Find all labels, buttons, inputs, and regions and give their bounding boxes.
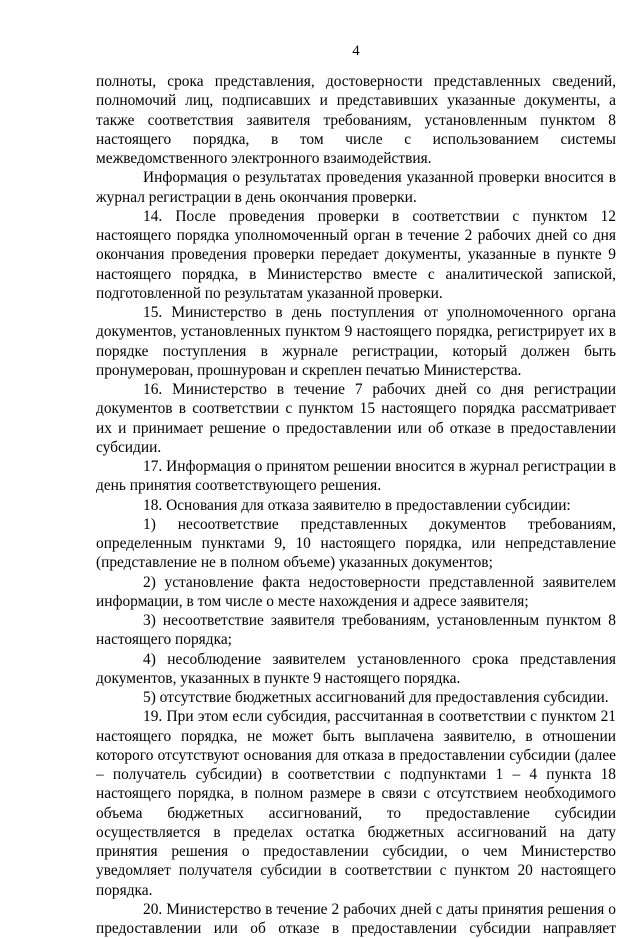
page-number: 4 xyxy=(352,43,360,59)
list-item-3: 3) несоответствие заявителя требованиям, установленным пунктом 8 настоящего порядка; xyxy=(96,612,616,649)
paragraph-15: 15. Министерство в день поступления от уполномоченного органа документов, установленных пунктом 9 настоящего порядка, регистрирует их в порядке поступления в журнале регистрации, который должен быть пронумерован, прошнурован и скреплен печатью Министерства. xyxy=(96,304,616,379)
paragraph-14: 14. После проведения проверки в соответствии с пунктом 12 настоящего порядка уполномоченный орган в течение 2 рабочих дней со дня окончания проведения проверки передает документы, указанные в пункте 9 настоящего порядка, в Министерство вместе с аналитической запиской, подготовленной по результатам указанной проверки. xyxy=(96,207,616,302)
paragraph-continuation: полноты, срока представления, достоверности представленных сведений, полномочий лиц, подписавших и представивших указанные документы, а также соответствия заявителя требованиям, установленным пунктом 8 настоящего порядка, в том числе с использованием системы межведомственного электронного взаимодействия. xyxy=(96,73,616,167)
document-body xyxy=(96,72,616,938)
list-item-4: 4) несоблюдение заявителем установленного срока представления документов, указанных в пункте 9 настоящего порядка. xyxy=(96,650,616,687)
paragraph-18: 18. Основания для отказа заявителю в предоставлении субсидии: xyxy=(143,496,571,514)
paragraph-check-info: Информация о результатах проведения указанной проверки вносится в журнал регистрации в день окончания проверки. xyxy=(96,169,616,206)
list-item-1: 1) несоответствие представленных документов требованиям, определенным пунктами 9, 10 настоящего порядка, или непредставление (представление не в полном объеме) указанных документов; xyxy=(96,515,616,572)
paragraph-17: 17. Информация о принятом решении вносится в журнал регистрации в день принятия соответствующего решения. xyxy=(96,458,616,495)
list-item-2: 2) установление факта недостоверности представленной заявителем информации, в том числе о месте нахождения и адресе заявителя; xyxy=(96,573,616,610)
paragraph-16: 16. Министерство в течение 7 рабочих дней со дня регистрации документов в соответствии с пунктом 15 настоящего порядка рассматривает их и принимает решение о предоставлении или об отказе в предоставлении субсидии. xyxy=(96,381,616,456)
list-item-5: 5) отсутствие бюджетных ассигнований для предоставления субсидии. xyxy=(143,689,609,706)
paragraph-20: 20. Министерство в течение 2 рабочих дней с даты принятия решения о предоставлении или об отказе в предоставлении субсидии направляет xyxy=(96,900,616,937)
paragraph-19: 19. При этом если субсидия, рассчитанная в соответствии с пунктом 21 настоящего порядка, не может быть выплачена заявителю, в отношении которого отсутствуют основания для отказа в предоставлении субсидии (далее – получатель субсидии) в соответствии с подпунктами 1 – 4 пункта 18 настоящего порядка, в полном размере в связи с отсутствием необходимого объема бюджетных ассигнований, то предоставление субсидии осуществляется в пределах остатка бюджетных ассигнований на дату принятия решения о предоставлении субсидии, о чем Министерство уведомляет получателя субсидии в соответствии с пунктом 20 настоящего порядка. xyxy=(96,708,616,899)
